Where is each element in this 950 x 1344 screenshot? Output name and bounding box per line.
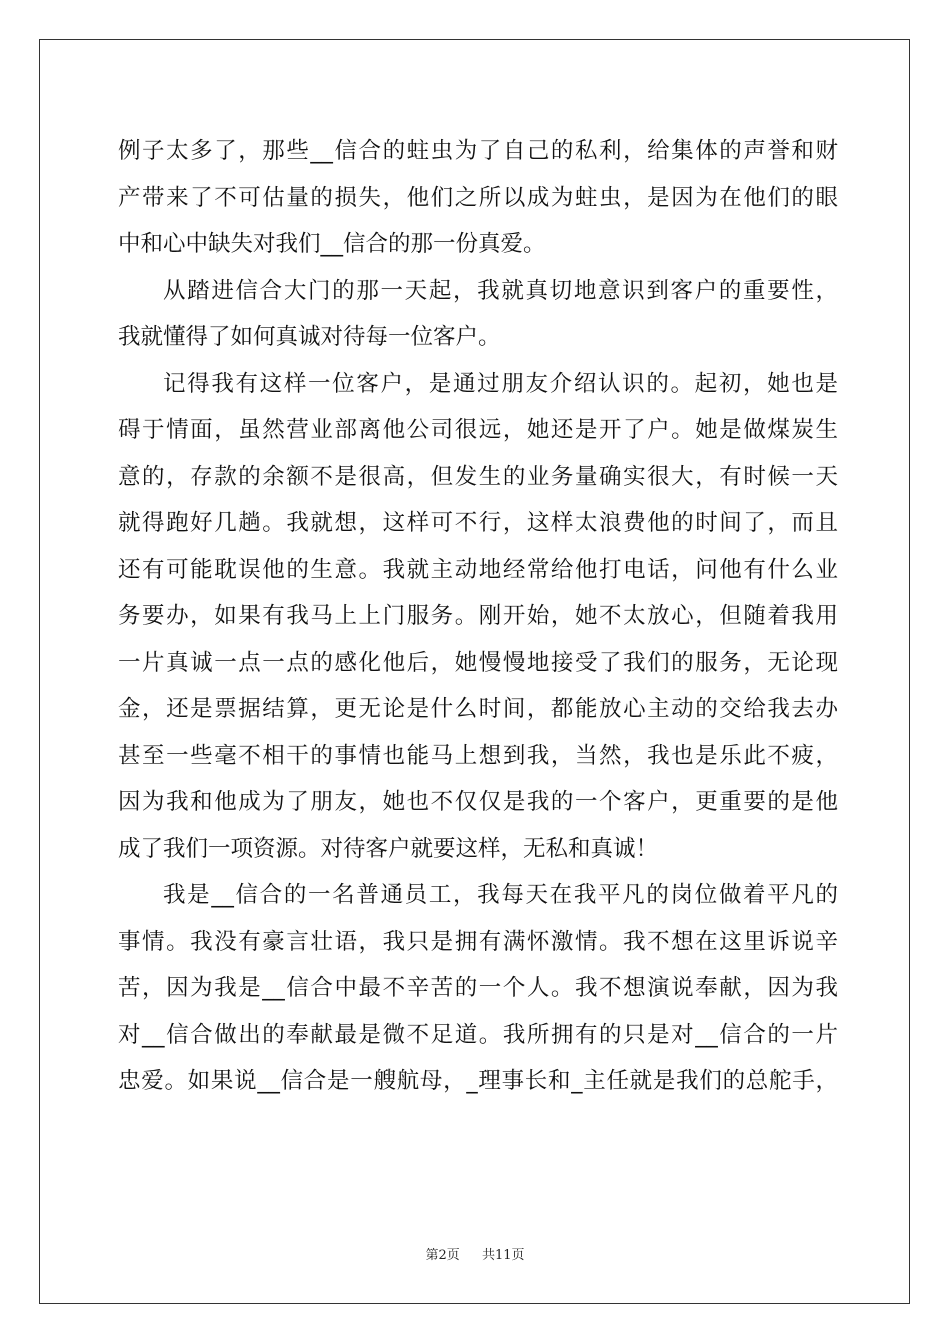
document-body (118, 128, 838, 1105)
text-line: 忠爱。如果说__信合是一艘航母，_理事长和_主任就是我们的总舵手， (118, 1068, 838, 1094)
text-line: 甚至一些毫不相干的事情也能马上想到我，当然，我也是乐此不疲， (118, 742, 838, 769)
text-line: 例子太多了，那些__信合的蛀虫为了自己的私利，给集体的声誉和财 (118, 138, 838, 164)
text-line: 一片真诚一点一点的感化他后，她慢慢地接受了我们的服务，无论现 (118, 649, 838, 676)
page-number: 第2页 (425, 1248, 460, 1263)
text-line: 成了我们一项资源。对待客户就要这样，无私和真诚！ (118, 835, 659, 862)
text-line: 我是__信合的一名普通员工，我每天在我平凡的岗位做着平凡的 (163, 882, 838, 908)
text-line: 从踏进信合大门的那一天起，我就真切地意识到客户的重要性， (163, 277, 838, 304)
text-line: 因为我和他成为了朋友，她也不仅仅是我的一个客户，更重要的是他 (118, 789, 838, 815)
text-line: 事情。我没有豪言壮语，我只是拥有满怀激情。我不想在这里诉说辛 (118, 928, 838, 955)
page-footer (0, 1244, 950, 1263)
text-line: 对__信合做出的奉献最是微不足道。我所拥有的只是对__信合的一片 (118, 1021, 838, 1048)
page-total: 共11页 (482, 1248, 525, 1263)
text-line: 就得跑好几趟。我就想，这样可不行，这样太浪费他的时间了，而且 (118, 510, 838, 536)
text-line: 意的，存款的余额不是很高，但发生的业务量确实很大，有时候一天 (118, 463, 838, 490)
text-line: 碍于情面，虽然营业部离他公司很远，她还是开了户。她是做煤炭生 (118, 417, 838, 443)
text-line: 还有可能耽误他的生意。我就主动地经常给他打电话，问他有什么业 (118, 556, 838, 583)
text-line: 产带来了不可估量的损失，他们之所以成为蛀虫，是因为在他们的眼 (118, 184, 838, 211)
text-line: 务要办，如果有我马上上门服务。刚开始，她不太放心，但随着我用 (118, 603, 838, 629)
text-line: 记得我有这样一位客户，是通过朋友介绍认识的。起初，她也是 (163, 370, 838, 397)
text-line: 金，还是票据结算，更无论是什么时间，都能放心主动的交给我去办 (118, 696, 838, 722)
text-line: 中和心中缺失对我们__信合的那一份真爱。 (118, 231, 546, 257)
text-line: 苦，因为我是__信合中最不辛苦的一个人。我不想演说奉献，因为我 (118, 975, 838, 1001)
text-line: 我就懂得了如何真诚对待每一位客户。 (118, 324, 501, 350)
